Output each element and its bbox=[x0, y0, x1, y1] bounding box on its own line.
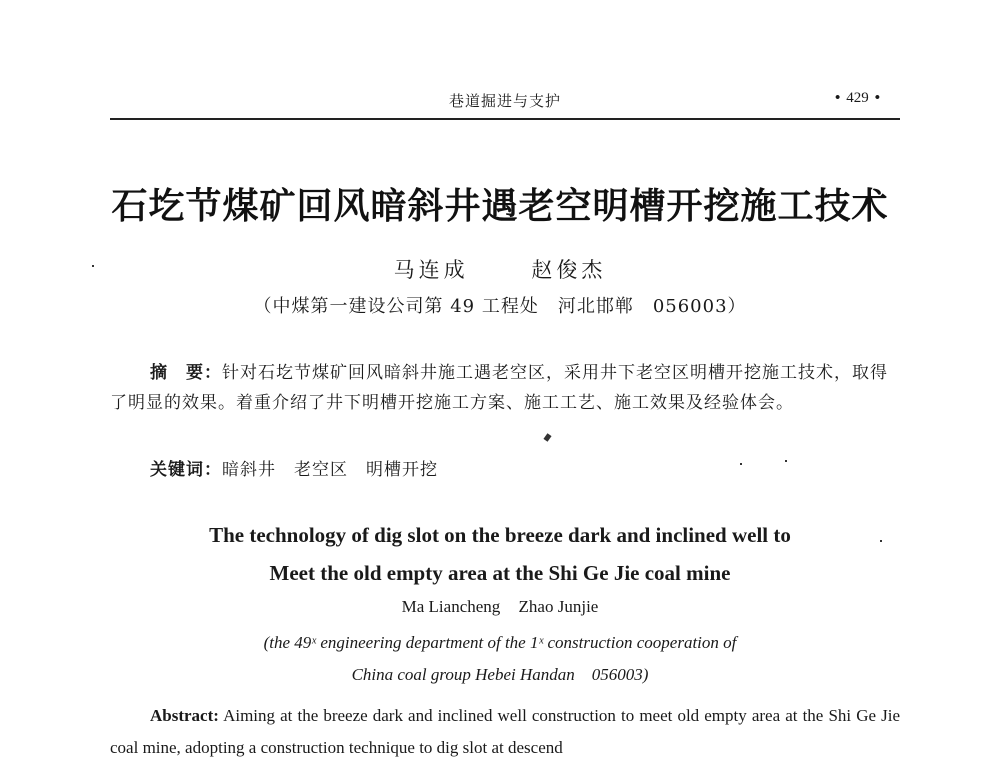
author-en-2: Zhao Junjie bbox=[518, 597, 599, 616]
keyword-cn-1: 暗斜井 bbox=[222, 460, 276, 480]
running-header bbox=[110, 88, 900, 120]
affiliation-en-line-2: China coal group Hebei Handan 056003) bbox=[351, 665, 649, 684]
keyword-cn-2: 老空区 bbox=[294, 460, 348, 480]
abstract-en-label: Abstract: bbox=[150, 706, 219, 725]
affiliation-cn: （中煤第一建设公司第 49 工程处 河北邯郸 056003） bbox=[253, 296, 747, 317]
paper-title-en-line-1: The technology of dig slot on the breeze dark and inclined well to bbox=[209, 523, 791, 547]
affiliation-en-line-1: (the 49ˣ engineering department of the 1ˣ construction cooperation of bbox=[263, 633, 737, 652]
authors-en bbox=[0, 597, 1000, 617]
scan-speck bbox=[880, 540, 882, 542]
keywords-cn bbox=[150, 455, 456, 480]
section-title: 巷道掘进与支护 bbox=[448, 92, 561, 110]
bullet-right: • bbox=[874, 90, 880, 106]
affiliation-en bbox=[100, 627, 900, 691]
paper-title-en-line-2: Meet the old empty area at the Shi Ge Jie coal mine bbox=[269, 561, 731, 585]
scan-speck bbox=[92, 265, 94, 267]
abstract-en bbox=[110, 700, 900, 764]
paper-title-cn: 石圪节煤矿回风暗斜井遇老空明槽开挖施工技术 bbox=[111, 186, 889, 227]
keyword-cn-3: 明槽开挖 bbox=[366, 460, 438, 480]
scan-speck bbox=[543, 433, 551, 442]
author-cn-1: 马连成 bbox=[393, 258, 469, 282]
page-number bbox=[829, 90, 886, 107]
authors-cn bbox=[0, 254, 1000, 284]
bullet-left: • bbox=[834, 90, 841, 106]
abstract-cn-text: 针对石圪节煤矿回风暗斜井施工遇老空区，采用井下老空区明槽开挖施工技术，取得了明显的效果。着重介绍了井下明槽开挖施工方案、施工工艺、施工效果及经验体会。 bbox=[110, 363, 888, 413]
scan-speck bbox=[785, 460, 787, 462]
abstract-cn bbox=[110, 358, 900, 418]
author-cn-2: 赵俊杰 bbox=[531, 258, 607, 282]
page-number-value: 429 bbox=[846, 90, 869, 106]
paper-title-en bbox=[100, 516, 900, 592]
abstract-en-text: Aiming at the breeze dark and inclined well construction to meet old empty area at the Shi Ge Jie coal mine, adopting a construction technique to dig slot at descend bbox=[110, 706, 900, 757]
abstract-cn-label: 摘 要： bbox=[150, 363, 222, 383]
keywords-cn-label: 关键词： bbox=[150, 460, 222, 480]
scan-speck bbox=[740, 463, 742, 465]
author-en-1: Ma Liancheng bbox=[401, 597, 501, 616]
